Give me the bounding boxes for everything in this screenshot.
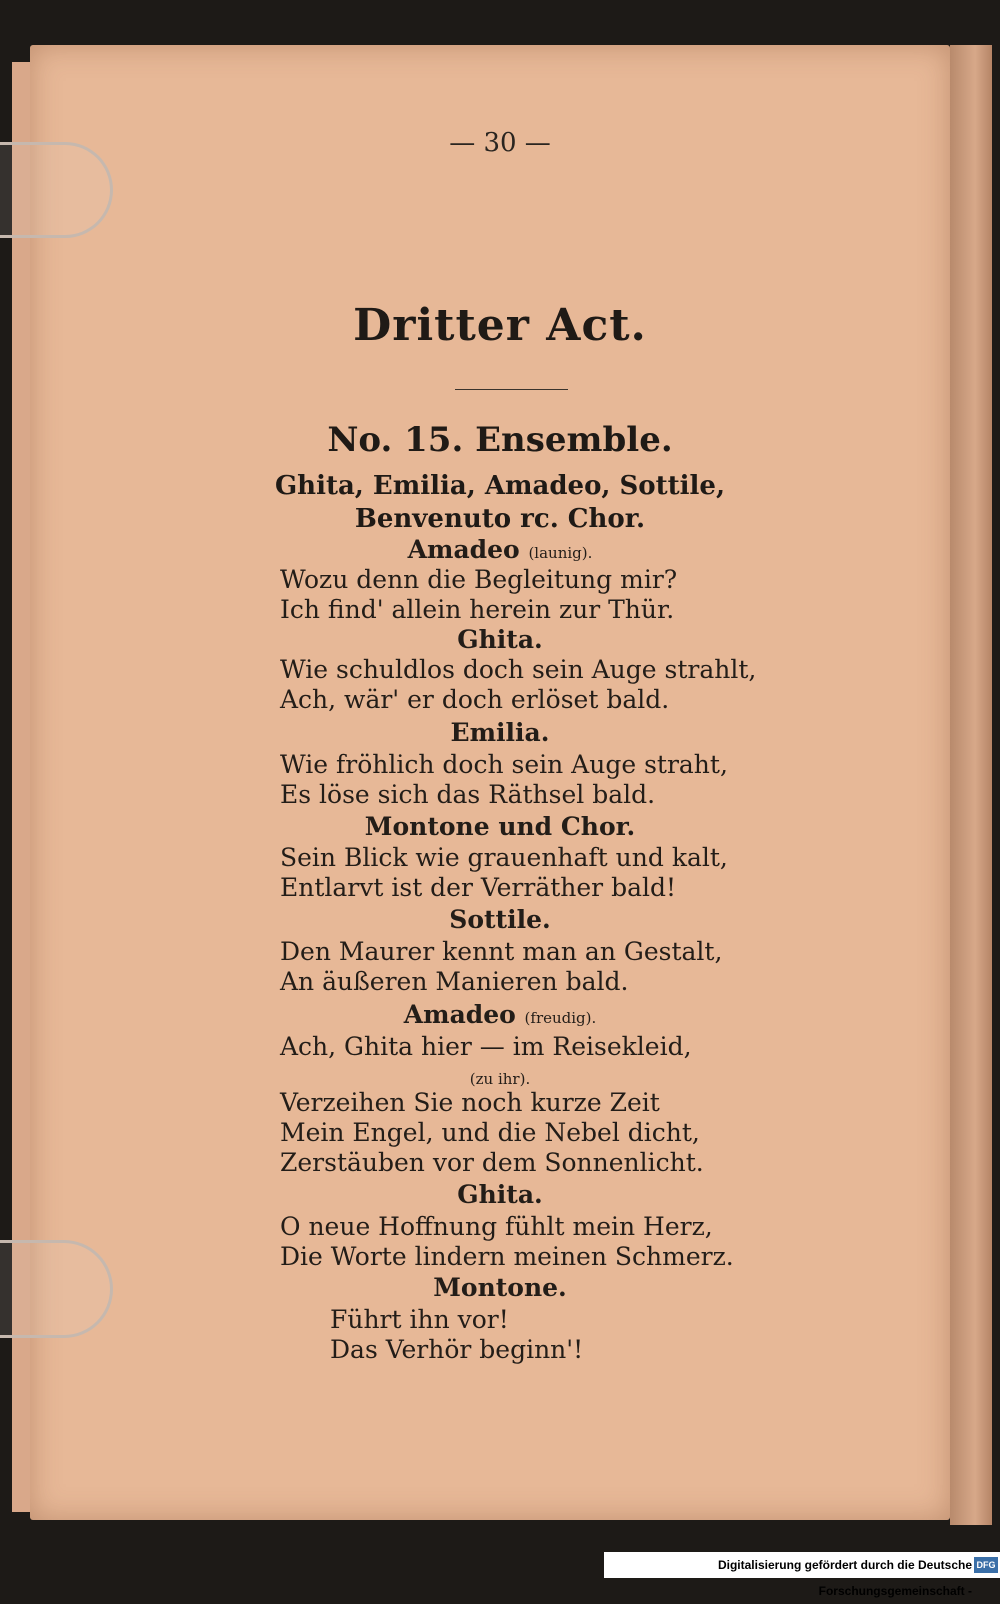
cast-line: Ghita, Emilia, Amadeo, Sottile,	[274, 471, 726, 501]
verse-line: Sein Blick wie grauenhaft und kalt,	[280, 843, 728, 872]
stage-direction: (launig).	[528, 544, 593, 562]
verse-line: Entlarvt ist der Verräther bald!	[280, 873, 677, 902]
speaker-heading: Emilia.	[450, 718, 550, 747]
verse-line: Ach, wär' er doch erlöset bald.	[280, 685, 670, 714]
verse-line: Es löse sich das Räthsel bald.	[280, 780, 656, 809]
speaker-name: Amadeo	[407, 535, 520, 564]
verse-line: Das Verhör beginn'!	[330, 1335, 584, 1364]
verse-line: Ach, Ghita hier — im Reisekleid,	[280, 1032, 692, 1061]
stage-direction: (zu ihr).	[469, 1070, 531, 1088]
dfg-logo: DFG	[974, 1557, 998, 1573]
verse-line: Führt ihn vor!	[330, 1305, 509, 1334]
cast-line: Benvenuto rc. Chor.	[354, 504, 646, 534]
verse-line: Wie schuldlos doch sein Auge strahlt,	[280, 655, 757, 684]
verse-line: Den Maurer kennt man an Gestalt,	[280, 937, 723, 966]
verse-line: Ich find' allein herein zur Thür.	[280, 595, 675, 624]
verse-line: An äußeren Manieren bald.	[280, 967, 629, 996]
speaker-heading: Ghita.	[457, 1180, 543, 1209]
verse-line: Wozu denn die Begleitung mir?	[280, 565, 678, 594]
footer-text: Digitalisierung gefördert durch die Deutsche Forschungsgemeinschaft -	[717, 1558, 972, 1598]
speaker-heading: Montone und Chor.	[364, 812, 636, 841]
speaker-name: Amadeo	[403, 1000, 516, 1029]
verse-line: Mein Engel, und die Nebel dicht,	[280, 1118, 700, 1147]
digitization-footer	[604, 1552, 1000, 1598]
cast-list	[0, 470, 1000, 536]
speaker-heading: Sottile.	[449, 905, 551, 934]
divider-rule	[455, 389, 568, 390]
verse-line: Wie fröhlich doch sein Auge straht,	[280, 750, 728, 779]
page-number: — 30 —	[449, 128, 551, 158]
verse-line: Verzeihen Sie noch kurze Zeit	[280, 1088, 660, 1117]
verse-line: O neue Hoffnung fühlt mein Herz,	[280, 1212, 713, 1241]
number-title: No. 15. Ensemble.	[327, 420, 673, 460]
act-title: Dritter Act.	[353, 300, 647, 351]
speaker-heading: Ghita.	[457, 625, 543, 654]
speaker-heading	[0, 535, 1000, 568]
verse-line: Die Worte lindern meinen Schmerz.	[280, 1242, 734, 1271]
stage-direction: (freudig).	[524, 1009, 597, 1027]
speaker-heading: Montone.	[433, 1273, 567, 1302]
verse-line: Zerstäuben vor dem Sonnenlicht.	[280, 1148, 704, 1177]
speaker-heading	[0, 1000, 1000, 1033]
